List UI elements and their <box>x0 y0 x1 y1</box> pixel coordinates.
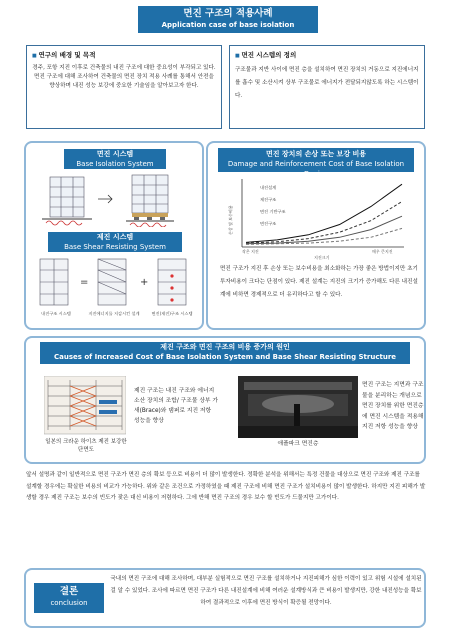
right-cause-caption: 애플파크 면진층 <box>277 441 319 447</box>
chart-x-tick-0: 작은 지진 <box>242 249 259 254</box>
left-cause-caption: 일본의 크라운 하이츠 제진 보강한 단면도 <box>45 439 127 453</box>
base-isolation-diagram <box>42 173 190 227</box>
series-label-0: 내진설계 <box>260 185 277 190</box>
damage-panel <box>206 141 426 330</box>
shear-caption-1: 내진구조 시스템 <box>41 311 71 316</box>
definition-text: 구조물과 지반 사이에 면진 층을 설치하여 면진 장치의 거동으로 지진에너지를 흡수 및 소산시켜 상부 구조물로 에너지가 전달되지않도록 하는 시스템이다. <box>235 67 419 99</box>
causes-banner <box>40 342 410 364</box>
background-text: 경주, 포항 지진 이후로 건축물의 내진 구조에 대한 중요성이 부각되고 있다. 면진 구조에 대해 조사하여 건축물의 면진 장치 적용 사례를 통해서 안전을 향상하며 내진 성능 보강에 중요한 기술임을 알아보고자 한다. <box>32 65 216 89</box>
apple-park-isolation-image <box>238 376 358 438</box>
definition-box <box>229 45 425 129</box>
chart-x-label: 지진크기 <box>314 255 330 260</box>
series-line-3 <box>246 228 402 244</box>
summary-text: 앞서 설명과 같이 일반적으로 면진 구조가 면진 층의 확보 등으로 비용이 더 많이 발생한다. 정확한 분석을 위해서는 특정 건물을 대상으로 면진 구조와 제진 구조를 설계할 경우에는 확실한 비용의 비교가 가능하다. 위와 같은 조건으로 가정하였을 때 제진 구조에 비해 면진 구조가 설치비용이 많이 발생한다. 하지만 지진 피해가 발생할 경우 제진 구조는 보수의 빈도가 잦은 대신 비용이 저렴하다. 그에 반해 면진 구조의 경우 보수 할 빈도가 드물지만 고가이다. <box>26 472 426 501</box>
series-label-3: 면진구조 <box>260 221 277 226</box>
causes-title: 제진 구조와 면진 구조의 비용 증가의 원인 <box>160 343 290 351</box>
shear-caption-3: 면진(제진)구조 시스템 <box>151 311 193 316</box>
shear-caption-2: 지진에너지를 저감시킨 설계 <box>88 311 140 316</box>
series-label-2: 면진 기반구조 <box>260 209 286 214</box>
crown-heights-section-image <box>44 376 126 436</box>
conclusion-label-ko: 결론 <box>59 586 79 597</box>
damage-title: 면진 장치의 손상 또는 보강 비용 <box>265 150 367 158</box>
base-isolation-banner <box>64 149 166 169</box>
page-title: 면진 구조의 적용사례 <box>183 8 273 19</box>
definition-heading: ■ 면진 시스템의 정의 <box>235 50 419 59</box>
base-shear-banner <box>48 232 182 252</box>
background-box <box>26 45 222 129</box>
background-heading: ■ 연구의 배경 및 목적 <box>32 50 216 59</box>
causes-subtitle: Causes of Increased Cost of Base Isolation System and Base Shear Resisting Structure <box>53 353 397 361</box>
svg-text:+: + <box>140 277 149 288</box>
damage-subtitle: Damage and Reinforcement Cost of Base Isolation Device <box>227 160 405 178</box>
conclusion-text: 국내의 면진 구조에 대해 조사하며, 대부분 실험적으로 면진 구조를 설치하거나 지진피해가 심한 이력이 있고 위험 시설에 설치된 걸 알 수 있었다. 조사에 따르면 면진 구조가 다른 내진설계에 비해 여러운 설계방식과 큰 비용이 발생지만, 강한 내진성능을 확보하여 결과적으로 이후에 면진 방식이 확증될 전망이다. <box>110 576 422 606</box>
damage-chart <box>222 175 412 261</box>
base-shear-subtitle: Base Shear Resisting System <box>64 243 166 251</box>
conclusion-panel <box>24 568 426 628</box>
right-cause-text: 면진 구조는 지면과 구조물을 분리하는 개념으로 면진 장치를 위한 면진층에 면진 시스템을 적용해 지진 저항 성능을 향상 <box>362 382 424 430</box>
page-subtitle: Application case of base isolation <box>161 21 295 29</box>
left-cause-text: 제진 구조는 내진 구조와 에너지 소산 장치의 조합/ 구조물 상부 가새(Brace)와 댐퍼로 지진 저항 성능을 향상 <box>134 388 218 424</box>
title-banner <box>138 6 318 33</box>
base-shear-diagram <box>36 257 196 309</box>
base-isolation-title: 면진 시스템 <box>96 150 134 158</box>
chart-y-label: 손상 및 보수비용 <box>228 205 233 235</box>
causes-panel <box>24 336 426 464</box>
chart-x-tick-1: 매우 큰지진 <box>372 249 393 254</box>
svg-text:=: = <box>80 277 89 288</box>
conclusion-label-en: conclusion <box>50 599 88 607</box>
base-isolation-subtitle: Base Isolation System <box>76 160 154 168</box>
series-label-1: 제진구조 <box>260 197 277 202</box>
damage-banner <box>218 148 414 178</box>
conclusion-label <box>34 583 104 613</box>
systems-panel <box>24 141 204 330</box>
base-shear-title: 제진 시스템 <box>96 233 134 241</box>
damage-text: 면진 구조가 지진 후 손상 또는 보수비용을 최소화하는 가장 좋은 방법이지만 초기투자비용이 크다는 단점이 있다. 제진 설계는 지진의 크기가 증가해도 다른 내진설계에 비하면 경제적으로 더 유리하다고 할 수 있다. <box>220 266 418 298</box>
